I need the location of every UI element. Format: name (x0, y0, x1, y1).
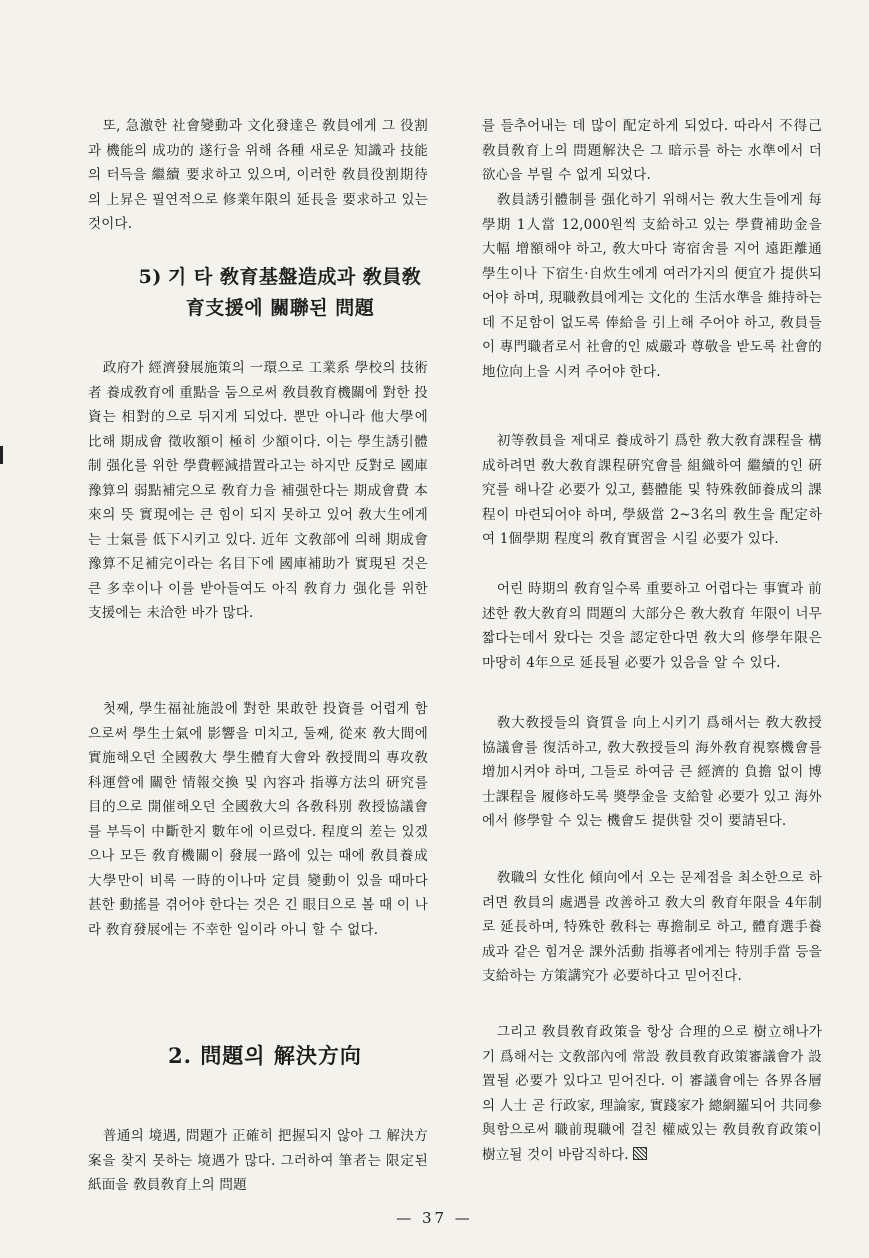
section-5-heading (85, 262, 475, 324)
left-paragraph-2: 政府가 經濟發展施策의 一環으로 工業系 學校의 技術者 養成敎育에 重點을 둠으로써 敎員敎育機關에 對한 投資는 相對的으로 뒤지게 되었다. 뿐만 아니라 他大學에 比해 期成會 徵收額이 極히 少額이다. 이는 學生誘引體制 强化를 위한 學費輕減措置라고는 하지만 反對로 國庫豫算의 弱點補完으로 敎育力을 補强한다는 期成會費 本來의 뜻 實現에는 큰 힘이 되지 못하고 있어 敎大生에게는 士氣를 低下시키고 있다. 近年 文敎部에 의해 期成會 豫算不足補完이라는 名目下에 國庫補助가 實現된 것은 큰 多幸이나 이를 받아들여도 아직 敎育力 强化를 위한 支援에는 未洽한 바가 많다. (88, 360, 428, 621)
end-mark-icon (633, 1147, 647, 1160)
right-paragraph-7-block (482, 1020, 822, 1167)
right-paragraph-6: 敎職의 女性化 傾向에서 오는 문제점을 최소한으로 하려면 敎員의 處遇를 改善하고 敎大의 敎育年限을 4年制로 延長하며, 特殊한 敎科는 專擔制로 하고, 體育選手養成과 같은 힘겨운 課外活動 指導者에게는 特別手當 등을 支給하는 方策講究가 必要하다고 믿어진다. (482, 870, 822, 984)
left-paragraph-1-block (88, 114, 428, 237)
right-paragraph-7-text: 그리고 敎員敎育政策을 항상 合理的으로 樹立해나가기 爲해서는 文敎部內에 常設 敎員敎育政策審議會가 設置될 必要가 있다고 믿어진다. 이 審議會에는 各界各層의 人士 곧 行政家, 理論家, 實踐家가 總網羅되어 共同參與함으로써 職前現職에 걸친 權威있는 敎員敎育政策이 樹立될 것이 바람직하다. (482, 1024, 822, 1163)
right-paragraph-1-block (482, 114, 822, 188)
right-paragraph-2-block (482, 188, 822, 384)
right-paragraph-3: 初等敎員을 제대로 養成하기 爲한 敎大敎育課程을 構成하려면 敎大敎育課程硏究會를 組織하여 繼續的인 硏究를 해나갈 必要가 있고, 藝體能 및 特殊敎師養成의 課程이 마련되어야 하며, 學級當 2~3名의 敎生을 配定하여 1個學期 程度의 敎育實習을 시킬 必要가 있다. (482, 433, 822, 547)
right-paragraph-7 (482, 1020, 822, 1167)
chapter-2-title: 問題의 解決方向 (200, 1043, 362, 1068)
chapter-2-heading (100, 1040, 430, 1072)
section-5-title-line2: 育支援에 關聯된 問題 (185, 297, 375, 319)
right-paragraph-4-block (482, 577, 822, 675)
right-paragraph-5: 敎大敎授들의 資質을 向上시키기 爲해서는 敎大敎授協議會를 復活하고, 敎大敎授들의 海外敎育視察機會를 增加시켜야 하며, 그들로 하여금 큰 經濟的 負擔 없이 博士課程을 履修하도록 奬學金을 支給할 必要가 있고 海外에서 修學할 수 있는 機會도 提供할 것이 要請된다. (482, 715, 822, 829)
right-paragraph-4: 어린 時期의 敎育일수록 重要하고 어렵다는 事實과 前述한 敎大敎育의 問題의 大部分은 敎大敎育 年限이 너무 짧다는데서 왔다는 것을 認定한다면 敎大의 修學年限은 마땅히 4年으로 延長될 必要가 있음을 알 수 있다. (482, 581, 822, 671)
section-5-title-line1: 기 타 敎育基盤造成과 敎員敎 (167, 266, 422, 288)
right-paragraph-5-block (482, 711, 822, 834)
chapter-2-number: 2. (168, 1043, 192, 1068)
right-paragraph-2: 敎員誘引體制를 强化하기 위해서는 敎大生들에게 每學期 1人當 12,000원씩 支給하고 있는 學費補助金을 大幅 增額해야 하고, 敎大마다 寄宿舍를 지어 遠距離通學生이나 下宿生·自炊生에게 여러가지의 便宜가 提供되어야 하며, 現職敎員에게는 文化的 生活水準을 維持하는데 不足함이 없도록 俸給을 引上해 주어야 하고, 敎員들이 專門職者로서 社會的인 威嚴과 尊敬을 받도록 社會的 地位向上을 시켜 주어야 한다. (482, 192, 822, 380)
left-paragraph-4: 普通의 境遇, 問題가 正確히 把握되지 않아 그 解決方案을 찾지 못하는 境遇가 많다. 그러하여 筆者는 限定된 紙面을 敎員敎育上의 問題 (88, 1128, 428, 1193)
right-paragraph-1: 를 들추어내는 데 많이 配定하게 되었다. 따라서 不得己 敎員敎育上의 問題解決은 그 暗示를 하는 水準에서 더 欲心을 부릴 수 없게 되었다. (482, 118, 822, 183)
left-paragraph-3: 첫째, 學生福祉施設에 對한 果敢한 投資를 어렵게 함으로써 學生士氣에 影響을 미치고, 둘째, 從來 敎大間에 實施해오던 全國敎大 學生體育大會와 敎授間의 專攻敎科運營에 關한 情報交換 및 內容과 指導方法의 硏究를 目的으로 開催해오던 全國敎大의 各敎科別 敎授協議會를 부득이 中斷한지 數年에 이르렀다. 程度의 差는 있겠으나 모든 敎育機關이 發展一路에 있는 때에 敎員養成 大學만이 비록 一時的이나마 定員 變動이 있을 때마다 甚한 動搖를 겪어야 한다는 것은 긴 眼目으로 볼 때 이 나라 敎育發展에는 不幸한 일이라 아니 할 수 없다. (88, 701, 428, 938)
left-paragraph-3-block (88, 697, 428, 942)
right-paragraph-6-block (482, 866, 822, 989)
left-paragraph-1: 또, 急激한 社會變動과 文化發達은 敎員에게 그 役割과 機能의 成功的 遂行을 위해 各種 새로운 知識과 技能의 터득을 繼續 要求하고 있으며, 이러한 敎員役割期待의 上昇은 필연적으로 修業年限의 延長을 要求하고 있는 것이다. (88, 118, 428, 232)
left-paragraph-4-block (88, 1124, 428, 1198)
page-number: — 37 — (396, 1209, 473, 1227)
section-5-number: 5) (138, 266, 162, 288)
left-paragraph-2-block (88, 356, 428, 626)
margin-tick-mark (0, 446, 3, 464)
right-paragraph-3-block (482, 429, 822, 552)
